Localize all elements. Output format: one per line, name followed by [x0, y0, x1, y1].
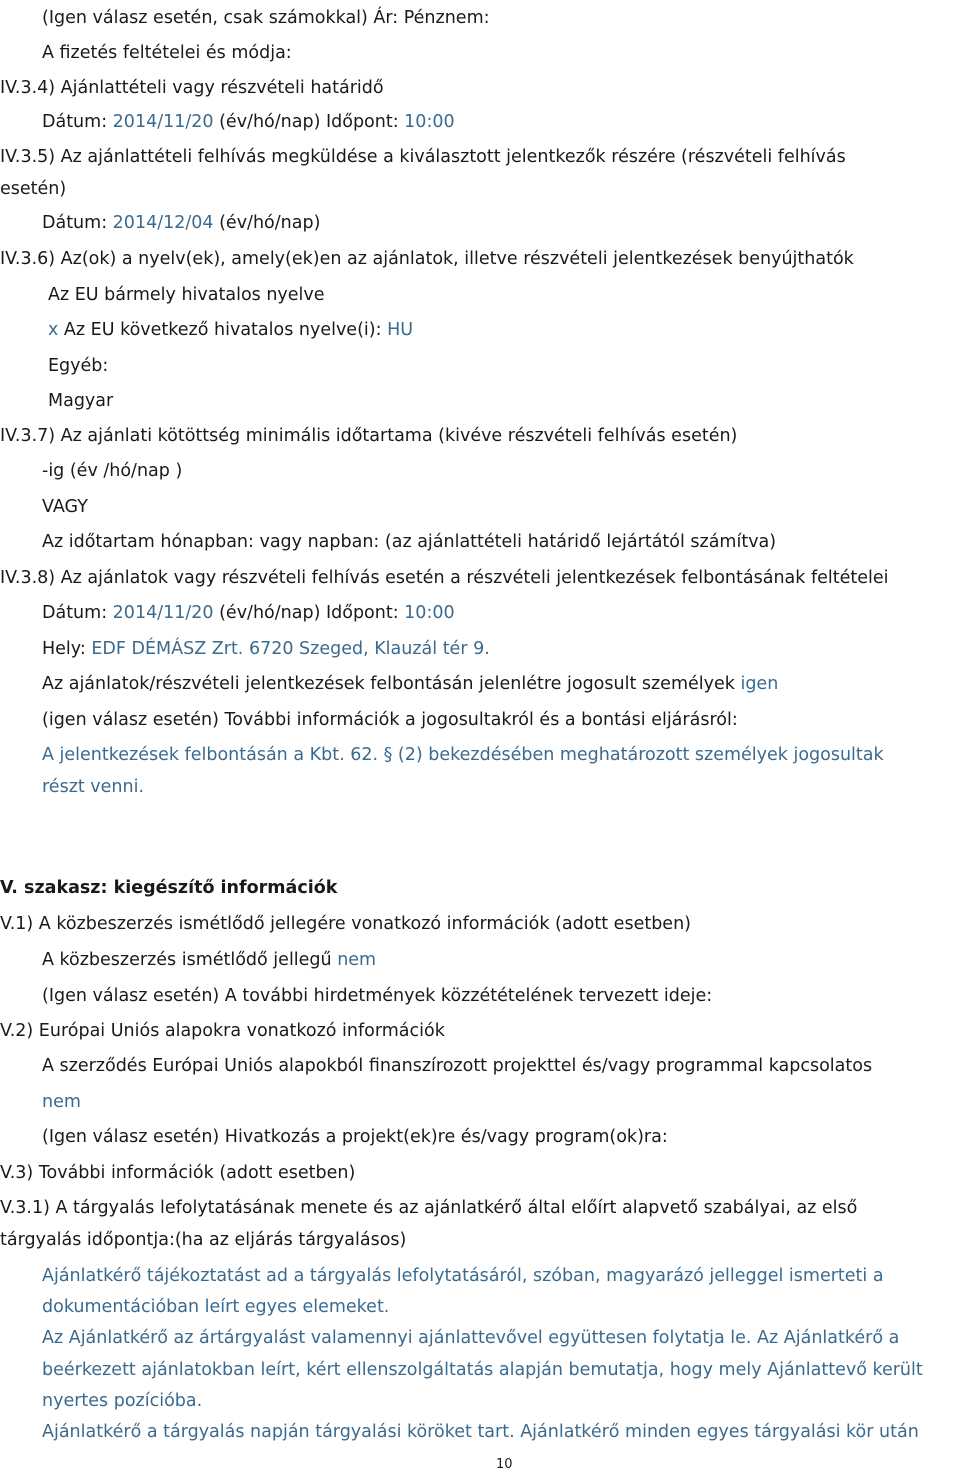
text-line: A közbeszerzés ismétlődő jellegű nem [42, 950, 377, 970]
text-line: (Igen válasz esetén) A további hirdetmények közzétételének tervezett ideje: [42, 986, 713, 1006]
section-heading: V.3.1) A tárgyalás lefolytatásának menete és az ajánlatkérő által előírt alapvető szabályai, az első [0, 1198, 858, 1218]
section-title: V. szakasz: kiegészítő információk [0, 878, 338, 898]
text-line: Az időtartam hónapban: vagy napban: (az ajánlattételi határidő lejártától számítva) [42, 532, 777, 552]
text-line: esetén) [0, 179, 67, 199]
checkbox-mark: x [48, 320, 59, 340]
section-heading: IV.3.7) Az ajánlati kötöttség minimális időtartama (kivéve részvételi felhívás esetén) [0, 426, 738, 446]
text-line: A jelentkezések felbontásán a Kbt. 62. § (2) bekezdésében meghatározott személyek jogosultak [42, 745, 884, 765]
text-line: Az EU bármely hivatalos nyelve [48, 285, 325, 305]
text-line: tárgyalás időpontja:(ha az eljárás tárgyalásos) [0, 1230, 407, 1250]
text-line: dokumentációban leírt egyes elemeket. [42, 1297, 390, 1317]
text-line: -ig (év /hó/nap ) [42, 461, 183, 481]
text-line: A fizetés feltételei és módja: [42, 43, 292, 63]
text-line: Dátum: 2014/11/20 (év/hó/nap) Időpont: 10:00 [42, 603, 455, 623]
text-line: nem [42, 1092, 81, 1112]
text-line: A szerződés Európai Uniós alapokból finanszírozott projekttel és/vagy programmal kapcsolatos [42, 1056, 873, 1076]
text-line: Dátum: 2014/11/20 (év/hó/nap) Időpont: 10:00 [42, 112, 455, 132]
section-heading: V.3) További információk (adott esetben) [0, 1163, 356, 1183]
text-line: VAGY [42, 497, 88, 517]
text-line: Ajánlatkérő a tárgyalás napján tárgyalási köröket tart. Ajánlatkérő minden egyes tárgyalási kör után [42, 1422, 919, 1442]
text-line: részt venni. [42, 777, 145, 797]
section-heading: IV.3.4) Ajánlattételi vagy részvételi határidő [0, 78, 384, 98]
section-heading: IV.3.8) Az ajánlatok vagy részvételi felhívás esetén a részvételi jelentkezések felbontásának feltételei [0, 568, 889, 588]
text-line: (Igen válasz esetén) Hivatkozás a projekt(ek)re és/vagy program(ok)ra: [42, 1127, 668, 1147]
section-heading: V.1) A közbeszerzés ismétlődő jellegére vonatkozó információk (adott esetben) [0, 914, 691, 934]
text-line: Magyar [48, 391, 114, 411]
text-line: Az Ajánlatkérő az ártárgyalást valamennyi ajánlattevővel együttesen folytatja le. Az Ajánlatkérő a [42, 1328, 900, 1348]
text-line: Dátum: 2014/12/04 (év/hó/nap) [42, 213, 321, 233]
text-line: x Az EU következő hivatalos nyelve(i): HU [48, 320, 414, 340]
text-line: nyertes pozícióba. [42, 1391, 203, 1411]
section-heading: IV.3.5) Az ajánlattételi felhívás megküldése a kiválasztott jelentkezők részére (részvételi felhívás [0, 147, 846, 167]
page-number: 10 [496, 1457, 513, 1472]
text-line: (igen válasz esetén) További információk a jogosultakról és a bontási eljárásról: [42, 710, 738, 730]
text-line: (Igen válasz esetén, csak számokkal) Ár: Pénznem: [42, 8, 490, 28]
text-line: Az ajánlatok/részvételi jelentkezések felbontásán jelenlétre jogosult személyek igen [42, 674, 779, 694]
section-heading: IV.3.6) Az(ok) a nyelv(ek), amely(ek)en az ajánlatok, illetve részvételi jelentkezések benyújthatók [0, 249, 854, 269]
text-line: Hely: EDF DÉMÁSZ Zrt. 6720 Szeged, Klauzál tér 9. [42, 639, 490, 659]
text-line: beérkezett ajánlatokban leírt, kért ellenszolgáltatás alapján bemutatja, hogy mely Ajánlattevő került [42, 1360, 923, 1380]
section-heading: V.2) Európai Uniós alapokra vonatkozó információk [0, 1021, 445, 1041]
text-line: Egyéb: [48, 356, 109, 376]
text-line: Ajánlatkérő tájékoztatást ad a tárgyalás lefolytatásáról, szóban, magyarázó jelleggel ismerteti a [42, 1266, 884, 1286]
